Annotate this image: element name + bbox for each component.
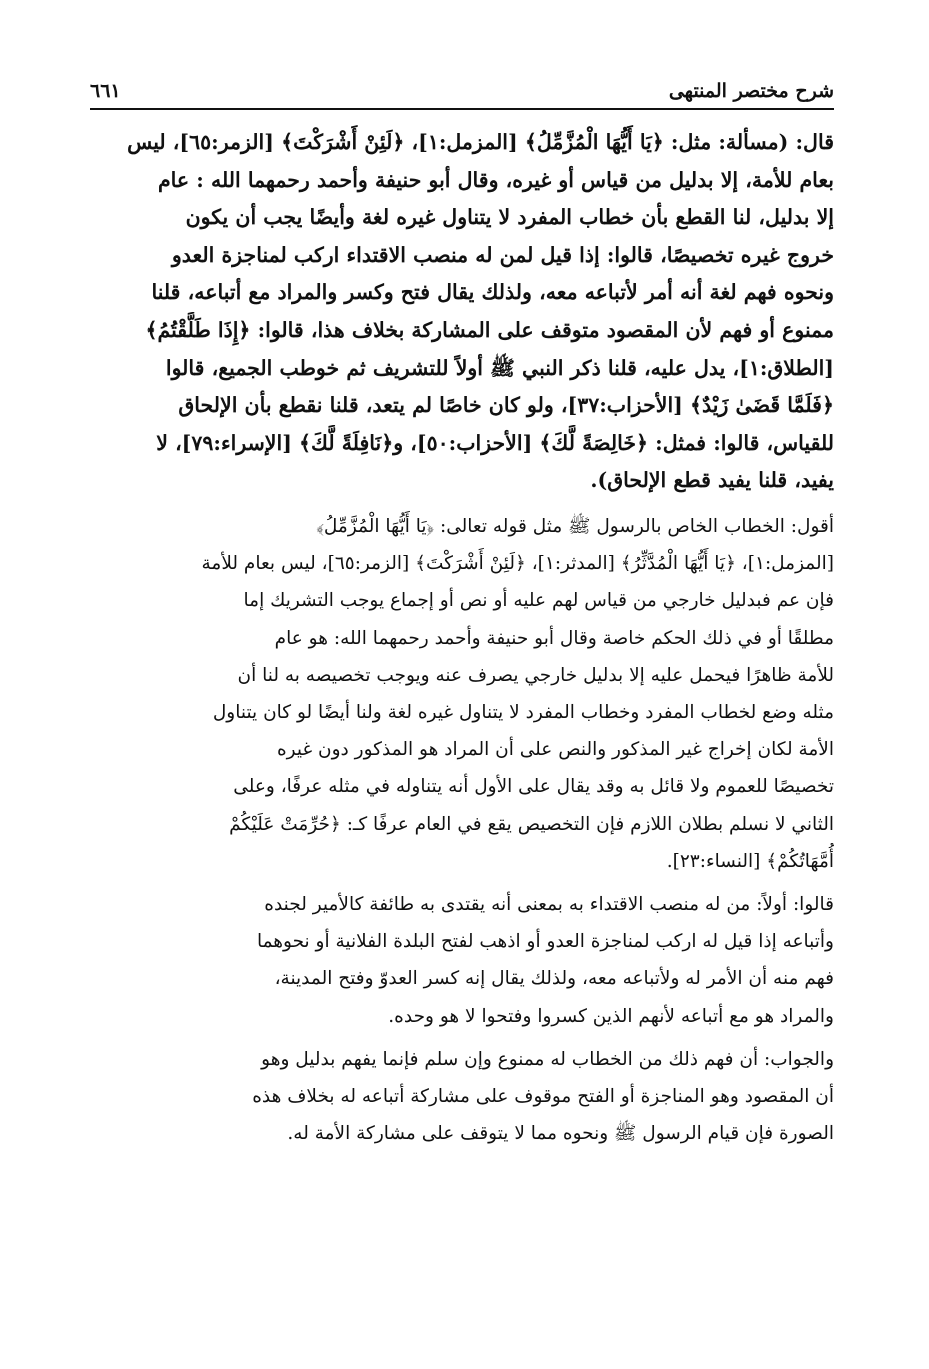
- sharh-line: تخصيصًا للعموم ولا قائل به وقد يقال على الأول أنه يتناوله في مثله عرفًا، وعلى: [233, 776, 834, 798]
- matn-line: خروج غيره تخصيصًا، قالوا: إذا قيل لمن له منصب الاقتداء اركب لمناجزة العدو: [171, 242, 834, 267]
- sharh-line: مثله وضع لخطاب المفرد وخطاب المفرد لا يتناول غيره لغة ولنا أيضًا لو كان يتناول: [212, 701, 834, 723]
- sharh-line: أقول: الخطاب الخاص بالرسول ﷺ مثل قوله تعالى: ﴿يَا أَيُّهَا الْمُزَّمِّلُ﴾: [316, 515, 834, 537]
- sharh-line: أُمَّهَاتُكُمْ﴾ [النساء:٢٣].: [666, 850, 834, 872]
- matn-line: ممنوع أو فهم لأن المقصود متوقف على المشاركة بخلاف هذا، قالوا: ﴿إِذَا طَلَّقْتُمُ﴾: [145, 317, 834, 342]
- matn-line: يفيد، قلنا يفيد قطع الإلحاق).: [590, 468, 834, 493]
- sharh-line: وأتباعه إذا قيل له اركب لمناجزة العدو أو اذهب لفتح البلدة الفلانية أو نحوهما: [256, 931, 834, 953]
- document-page: [90, 78, 834, 1338]
- sharh-line: [المزمل:١]، ﴿يَا أَيُّهَا الْمُدَّثِّرُ﴾ [المدثر:١]، ﴿لَئِنْ أَشْرَكْتَ﴾ [الزمر:٦٥]، ليس بعام للأمة: [201, 553, 834, 575]
- matn-line: [الطلاق:١]، يدل عليه، قلنا ذكر النبي ﷺ أولاً للتشريف ثم خوطب الجميع، قالوا: [165, 355, 834, 380]
- matn-line: ﴿فَلَمَّا قَضَىٰ زَيْدٌ﴾ [الأحزاب:٣٧]، ولو كان خاصًا لم يتعد، قلنا نقطع بأن الإلحاق: [178, 393, 834, 418]
- matn-line: للقياس، قالوا: فمثل: ﴿خَالِصَةً لَّكَ﴾ [الأحزاب:٥٠]، و﴿نَافِلَةً لَّكَ﴾ [الإسراء:٧٩]، لا: [156, 430, 834, 455]
- matn-line: ونحوه فهم لغة أنه أمر لأتباعه معه، ولذلك يقال فتح وكسر والمراد مع أتباعه، قلنا: [151, 280, 834, 305]
- sharh-line: أن المقصود وهو المناجزة أو الفتح موقوف على مشاركة أتباعه له بخلاف هذه: [252, 1085, 834, 1107]
- running-header: [90, 78, 834, 110]
- sharh-line: قالوا: أولاً: من له منصب الاقتداء به بمعنى أنه يقتدى به طائفة كالأمير لجنده: [264, 893, 834, 915]
- sharh-line: الصورة فإن قيام الرسول ﷺ ونحوه مما لا يتوقف على مشاركة الأمة له.: [287, 1123, 834, 1145]
- page-number: ٦٦١: [90, 80, 121, 102]
- sharh-line: مطلقًا أو في ذلك الحكم خاصة وقال أبو حنيفة وأحمد رحمهما الله: هو عام: [274, 627, 834, 649]
- sharh-line: والمراد هو مع أتباعه لأنهم الذين كسروا وفتحوا لا هو وحده.: [388, 1005, 834, 1027]
- book-title: شرح مختصر المنتهى: [668, 80, 834, 102]
- sharh-paragraph-jawab: [90, 1041, 834, 1153]
- sharh-line: والجواب: أن فهم ذلك من الخطاب له ممنوع وإن سلم فإنما يفهم بدليل وهو: [261, 1048, 834, 1070]
- matn-line: إلا بدليل، لنا القطع بأن خطاب المفرد لا يتناول غيره لغة وأيضًا يجب أن يكون: [185, 205, 834, 230]
- matn-paragraph: [90, 124, 834, 500]
- sharh-line: الثاني لا نسلم بطلان اللازم فإن التخصيص يقع في العام عرفًا كـ: ﴿حُرِّمَتْ عَلَيْكُمْ: [229, 813, 834, 835]
- sharh-paragraph-aqul: [90, 508, 834, 880]
- sharh-line: فإن عم فبدليل خارجي من قياس لهم عليه أو نص أو إجماع يوجب التشريك إما: [243, 590, 834, 612]
- sharh-paragraph-qalu: [90, 886, 834, 1035]
- sharh-line: للأمة ظاهرًا فيحمل عليه إلا بدليل خارجي يصرف عنه ويوجب تخصيصه به لنا أن: [237, 664, 834, 686]
- matn-line: قال: (مسألة: مثل: ﴿يَا أَيُّهَا الْمُزَّمِّلُ﴾ [المزمل:١]، ﴿لَئِنْ أَشْرَكْتَ﴾ [الزمر:٦٥]، ليس: [127, 130, 834, 154]
- matn-line: بعام للأمة، إلا بدليل من قياس أو غيره، وقال أبو حنيفة وأحمد رحمهما الله : عام: [157, 167, 834, 192]
- sharh-line: فهم منه أن الأمر له ولأتباعه معه، ولذلك يقال إنه كسر العدوّ وفتح المدينة،: [274, 968, 834, 990]
- sharh-line: الأمة لكان إخراج غير المذكور والنص على أن المراد هو المذكور دون غيره: [276, 739, 834, 761]
- page-body: [90, 124, 834, 1152]
